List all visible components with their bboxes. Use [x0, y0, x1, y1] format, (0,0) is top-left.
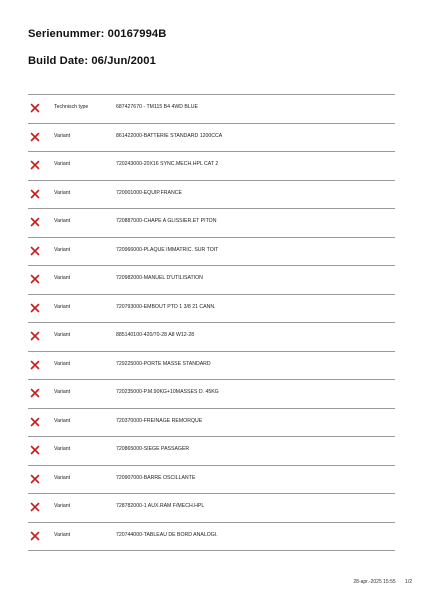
close-icon: [30, 160, 40, 170]
table-row: [28, 295, 395, 324]
table-row: [28, 323, 395, 352]
footer-page-number: 1/2: [405, 579, 412, 585]
build-date-title: Build Date: 06/Jun/2001: [28, 55, 156, 67]
table-row: [28, 466, 395, 495]
table-row: [28, 523, 395, 552]
row-value: 720982000-MANUEL D'UTILISATION: [116, 275, 203, 281]
row-value: 687427670 - TM115 B4 4WD BLUE: [116, 104, 198, 110]
row-value: 720887000-CHAPE A GLISSIER.ET PITON: [116, 218, 217, 224]
close-icon: [30, 132, 40, 142]
close-icon: [30, 217, 40, 227]
row-type-label: Variant: [54, 132, 71, 139]
table-row: [28, 238, 395, 267]
table-row: [28, 437, 395, 466]
table-row: [28, 380, 395, 409]
row-value: 720907000-BARRE OSCILLANTE: [116, 474, 196, 481]
row-type-label: Variant: [54, 246, 71, 253]
variant-table: [28, 94, 395, 551]
row-value: 861422000-BATTERIE STANDARD 1200CCA: [116, 132, 223, 139]
row-value: 720235000-P.M.90KG+10MASSES D. 45KG: [116, 389, 219, 395]
row-type-label: Variant: [54, 474, 71, 481]
table-row: [28, 409, 395, 438]
row-type-label: Variant: [54, 275, 71, 281]
row-value: 720966000-PLAQUE IMMATRIC. SUR TOIT: [116, 246, 219, 253]
row-value: 720243000-20X16 SYNC.MECH.HPL CAT 2: [116, 161, 219, 167]
page-footer: [353, 579, 412, 585]
row-value: 720370000-FREINAGE REMORQUE: [116, 417, 203, 424]
table-row: [28, 209, 395, 238]
close-icon: [30, 417, 40, 427]
table-row: [28, 95, 395, 124]
row-value: 728782000-1 AUX.RAM F/MECH.HPL: [116, 503, 205, 509]
row-value: 720793000-EMBOUT PTO 1 3/8 21 CANN.: [116, 303, 216, 310]
close-icon: [30, 502, 40, 512]
close-icon: [30, 360, 40, 370]
footer-timestamp: 28-apr.-2025 15:55: [353, 579, 396, 585]
close-icon: [30, 445, 40, 455]
table-row: [28, 181, 395, 210]
row-type-label: Variant: [54, 417, 71, 424]
close-icon: [30, 274, 40, 284]
table-row: [28, 266, 395, 295]
row-type-label: Variant: [54, 503, 71, 509]
close-icon: [30, 103, 40, 113]
row-type-label: Variant: [54, 332, 71, 338]
row-type-label: Variant: [54, 303, 71, 310]
row-type-label: Technisch type: [54, 104, 89, 110]
row-value: 729225000-PORTE MASSE STANDARD: [116, 360, 211, 367]
close-icon: [30, 474, 40, 484]
table-row: [28, 124, 395, 153]
close-icon: [30, 388, 40, 398]
row-value: 720865000-SIEGE PASSAGER: [116, 446, 190, 452]
row-type-label: Variant: [54, 218, 71, 224]
row-value: 885140100-420/70-28 A8 W12-28: [116, 332, 195, 338]
close-icon: [30, 531, 40, 541]
serial-number-title: Serienummer: 00167994B: [28, 28, 167, 40]
close-icon: [30, 189, 40, 199]
row-value: 720001000-EQUIP.FRANCE: [116, 189, 182, 196]
close-icon: [30, 246, 40, 256]
table-row: [28, 352, 395, 381]
row-type-label: Variant: [54, 161, 71, 167]
close-icon: [30, 331, 40, 341]
table-row: [28, 152, 395, 181]
row-type-label: Variant: [54, 360, 71, 367]
close-icon: [30, 303, 40, 313]
row-value: 720744000-TABLEAU DE BORD ANALOGI.: [116, 531, 218, 538]
row-type-label: Variant: [54, 189, 71, 196]
row-type-label: Variant: [54, 531, 71, 538]
row-type-label: Variant: [54, 446, 71, 452]
row-type-label: Variant: [54, 389, 71, 395]
table-row: [28, 494, 395, 523]
